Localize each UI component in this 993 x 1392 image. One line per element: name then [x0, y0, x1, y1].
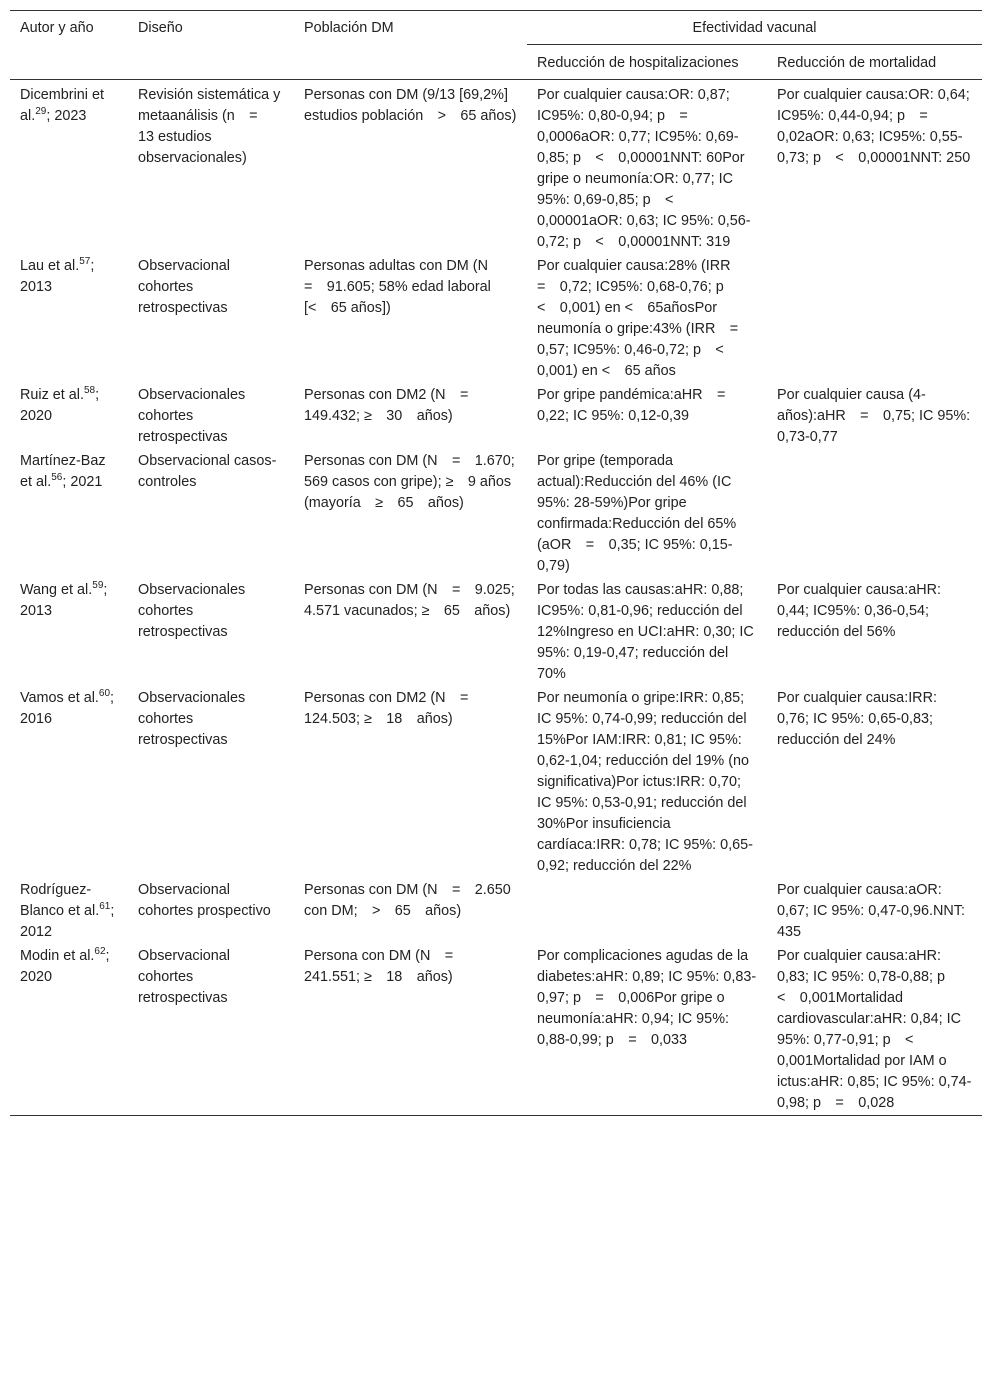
table-body: [10, 80, 982, 1116]
cell-author: [10, 254, 128, 383]
cell-author: [10, 578, 128, 686]
header-mortality: Reducción de mortalidad: [767, 45, 982, 80]
cell-design: Observacionales cohortes retrospectivas: [138, 582, 246, 640]
cell-population: Persona con DM (N = 241.551; ≥ 18 años): [304, 948, 468, 985]
cell-mortality: Por cualquier causa:aHR: 0,44; IC95%: 0,36-0,54; reducción del 56%: [777, 582, 941, 640]
cell-design: Observacionales cohortes retrospectivas: [138, 690, 246, 748]
author-name: Vamos et al.: [20, 690, 99, 706]
reference-number: 61: [99, 901, 111, 913]
cell-mortality: Por cualquier causa (4-años):aHR = 0,75; IC 95%: 0,73-0,77: [777, 387, 971, 445]
reference-number: 57: [79, 256, 91, 268]
cell-mortality: Por cualquier causa:aHR: 0,83; IC 95%: 0,78-0,88; p < 0,001Mortalidad cardiovascular:aHR: 0,84; IC 95%: 0,77-0,91; p < 0,001Mortalidad por IAM o ictus:aHR: 0,85; IC 95%: 0,74-0,98; p = 0,028: [777, 948, 972, 1111]
cell-population: Personas con DM (9/13 [69,2%] estudios población > 65 años): [304, 87, 517, 124]
reference-number: 59: [92, 580, 104, 592]
author-year: ; 2021: [62, 474, 103, 490]
header-author: Autor y año: [10, 11, 128, 80]
author-year: ; 2013: [20, 258, 95, 295]
table-row: [10, 449, 982, 578]
author-year: ; 2013: [20, 582, 108, 619]
cell-mortality: Por cualquier causa:IRR: 0,76; IC 95%: 0,65-0,83; reducción del 24%: [777, 690, 937, 748]
cell-population: Personas con DM (N = 9.025; 4.571 vacunados; ≥ 65 años): [304, 582, 515, 619]
cell-design: Observacional casos-controles: [138, 453, 277, 490]
cell-design: Observacional cohortes prospectivo: [138, 882, 271, 919]
reference-number: 58: [84, 385, 96, 397]
header-hospitalization: Reducción de hospitalizaciones: [527, 45, 767, 80]
cell-population: Personas con DM (N = 2.650 con DM; > 65 años): [304, 882, 511, 919]
table-row: [10, 686, 982, 878]
cell-hospitalization: Por cualquier causa:OR: 0,87; IC95%: 0,80-0,94; p = 0,0006aOR: 0,77; IC95%: 0,69-0,85; p < 0,00001NNT: 60Por gripe o neumonía:OR: 0,77; IC 95%: 0,69-0,85; p < 0,00001aOR: 0,63; IC 95%: 0,56-0,72; p < 0,00001NNT: 319: [537, 87, 751, 250]
cell-hospitalization: Por cualquier causa:28% (IRR = 0,72; IC95%: 0,68-0,76; p < 0,001) en < 65añosPor neumonía o gripe:43% (IRR = 0,57; IC95%: 0,46-0,72; p < 0,001) en < 65 años: [537, 258, 753, 379]
cell-population: Personas con DM2 (N = 149.432; ≥ 30 años): [304, 387, 483, 424]
reference-number: 56: [51, 472, 63, 484]
cell-mortality: Por cualquier causa:OR: 0,64; IC95%: 0,44-0,94; p = 0,02aOR: 0,63; IC95%: 0,55-0,73; p < 0,00001NNT: 250: [777, 87, 971, 166]
cell-hospitalization: Por gripe pandémica:aHR = 0,22; IC 95%: 0,12-0,39: [537, 387, 740, 424]
author-name: Lau et al.: [20, 258, 80, 274]
table-row: [10, 944, 982, 1116]
reference-number: 60: [98, 688, 111, 700]
cell-mortality: [767, 254, 982, 383]
cell-design: Revisión sistemática y metaanálisis (n = 13 estudios observacionales): [138, 87, 281, 166]
author-year: ; 2016: [20, 690, 115, 727]
cell-design: Observacional cohortes retrospectivas: [138, 948, 230, 1006]
table-row: [10, 878, 982, 944]
cell-hospitalization: Por neumonía o gripe:IRR: 0,85; IC 95%: 0,74-0,99; reducción del 15%Por IAM:IRR: 0,81; IC 95%: 0,62-1,04; reducción del 19% (no significativa)Por ictus:IRR: 0,70; IC 95%: 0,53-0,91; reducción del 30%Por insuficiencia cardíaca:IRR: 0,78; IC 95%: 0,65-0,92; reducción del 22%: [537, 690, 753, 874]
cell-hospitalization: Por complicaciones agudas de la diabetes:aHR: 0,89; IC 95%: 0,83-0,97; p = 0,006Por gripe o neumonía:aHR: 0,94; IC 95%: 0,88-0,99; p = 0,033: [537, 948, 757, 1048]
cell-mortality: Por cualquier causa:aOR: 0,67; IC 95%: 0,47-0,96.NNT: 435: [777, 882, 965, 940]
cell-population: Personas adultas con DM (N = 91.605; 58% edad laboral [< 65 años]): [304, 258, 503, 316]
author-name: Modin et al.: [20, 948, 95, 964]
cell-population: Personas con DM (N = 1.670; 569 casos con gripe); ≥ 9 años (mayoría ≥ 65 años): [304, 453, 515, 511]
cell-design: Observacional cohortes retrospectivas: [138, 258, 230, 316]
cell-author: [10, 878, 128, 944]
author-year: ; 2023: [46, 108, 87, 124]
cell-hospitalization: Por todas las causas:aHR: 0,88; IC95%: 0,81-0,96; reducción del 12%Ingreso en UCI:aHR: 0,30; IC 95%: 0,19-0,47; reducción del 70%: [537, 582, 754, 682]
author-name: Ruiz et al.: [20, 387, 84, 403]
author-name: Martínez-Baz et al.: [20, 453, 106, 490]
author-name: Dicembrini et al.: [20, 87, 104, 124]
cell-author: [10, 944, 128, 1116]
table-row: [10, 80, 982, 255]
cell-population: Personas con DM2 (N = 124.503; ≥ 18 años): [304, 690, 483, 727]
cell-author: [10, 449, 128, 578]
reference-number: 62: [94, 946, 106, 958]
cell-hospitalization: [527, 878, 767, 944]
cell-mortality: [767, 449, 982, 578]
vaccine-effectiveness-table: [10, 10, 982, 1116]
cell-hospitalization: Por gripe (temporada actual):Reducción del 46% (IC 95%: 28-59%)Por gripe confirmada:Reducción del 65% (aOR = 0,35; IC 95%: 0,15-0,79): [537, 453, 737, 574]
header-population: Población DM: [294, 11, 527, 80]
author-name: Rodríguez-Blanco et al.: [20, 882, 100, 919]
cell-design: Observacionales cohortes retrospectivas: [138, 387, 246, 445]
cell-author: [10, 80, 128, 255]
header-effectiveness: Efectividad vacunal: [527, 11, 982, 45]
header-design: Diseño: [128, 11, 294, 80]
table-row: [10, 254, 982, 383]
author-year: ; 2020: [20, 948, 110, 985]
author-name: Wang et al.: [20, 582, 93, 598]
author-year: ; 2012: [20, 903, 115, 940]
author-year: ; 2020: [20, 387, 100, 424]
cell-author: [10, 686, 128, 878]
table-row: [10, 383, 982, 449]
reference-number: 29: [35, 106, 47, 118]
vaccine-effectiveness-table-container: [10, 10, 982, 1116]
cell-author: [10, 383, 128, 449]
table-row: [10, 578, 982, 686]
